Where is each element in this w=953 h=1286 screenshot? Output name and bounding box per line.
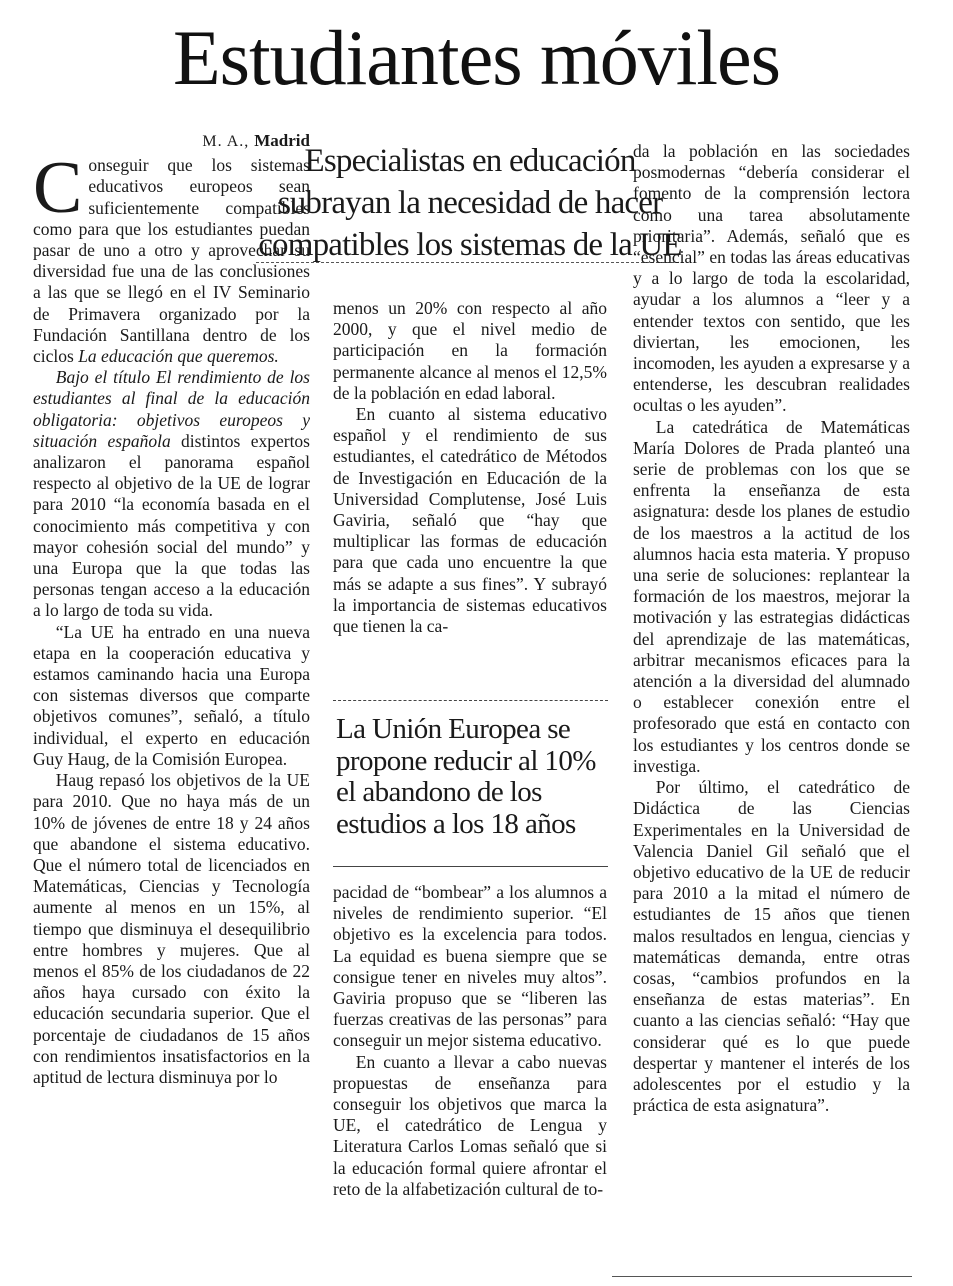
paragraph-text: onseguir que los sistemas educativos europeos sean suficientemente compatibles como para que los estudiantes puedan pasar de uno a otro y aprovechar su diversidad fue una de las conclusiones a las que se llegó en el IV Seminario de Primavera organizado por la Fundación Santillana dentro de los ciclos — [33, 155, 310, 367]
article-subhead: La Unión Europea se propone reducir al 10% el abandono de los estudios a los 18 años — [336, 713, 596, 840]
paragraph: En cuanto al sistema educativo español y el rendimiento de sus estudiantes, el catedrático de Métodos de Investigación en Educación de la Universidad Complutense, José Luis Gaviria, señaló que “hay que multiplicar las formas de educación para que cada uno encuentre la que más se adapte a sus fines”. Y subrayó la importancia de sistemas educativos que tienen la ca- — [333, 404, 607, 637]
paragraph: da la población en las sociedades posmodernas “debería considerar el fomento de la comprensión lectora como una tarea absolutamente prioritaria”. Además, señaló que es “esencial” en todas las áreas educativas y a lo largo de toda la escolaridad, ayudar a los alumnos a “leer y a entender textos con sentido, que les diviertan, les emocionen, les incomoden, les ayuden a expresarse y a entenderse, les descubran realidades ocultas o les ayuden”. — [633, 141, 910, 416]
article-column-2-bottom — [333, 882, 607, 1200]
byline-author: M. A., — [202, 133, 250, 150]
series-title: La educación que queremos. — [78, 346, 279, 367]
subhead-divider-top — [333, 700, 608, 701]
byline-city: Madrid — [254, 131, 310, 150]
paragraph — [33, 367, 310, 621]
paragraph: La catedrática de Matemáticas María Dolores de Prada planteó una serie de problemas con los que se enfrenta la enseñanza de esta asignatura: desde los planes de estudio de los maestros a la actitud de los alumnos hacia esta materia. Y propuso una serie de soluciones: replantear la formación de los maestros, mejorar la motivación y las estrategias didácticas del aprendizaje de las matemáticas, arbitrar mecanismos eficaces para la atención a la diversidad del alumnado o establecer conexión entre el profesorado que está en contacto con los estudiantes y los centros donde se investiga. — [633, 416, 910, 776]
deck-divider — [256, 262, 684, 263]
paragraph: En cuanto a llevar a cabo nuevas propuestas de enseñanza para conseguir los objetivos que marca la UE, el catedrático de Lengua y Literatura Carlos Lomas señaló que si la educación formal quiere afrontar el reto de la alfabetización cultural de to- — [333, 1051, 607, 1199]
subhead-divider-bottom — [333, 866, 608, 867]
paragraph: menos un 20% con respecto al año 2000, y que el nivel medio de participación en la formación permanente alcance al menos el 12,5% de la población en edad laboral. — [333, 298, 607, 403]
bottom-divider — [612, 1276, 912, 1277]
article-column-3 — [633, 141, 910, 1116]
article-column-2-top — [333, 298, 607, 637]
article-headline: Estudiantes móviles — [172, 14, 781, 101]
drop-cap: C — [33, 147, 83, 230]
paragraph: Haug repasó los objetivos de la UE para 2010. Que no haya más de un 10% de jóvenes de entre 18 y 24 años que abandone el sistema educativo. Que el número total de licenciados en Matemáticas, Ciencias y Tecnología aumente al menos en un 15%, al tiempo que disminuya el desequilibrio entre hombres y mujeres. Que al menos el 85% de los ciudadanos de 22 años haya cursado con éxito la educación secundaria superior. Que el porcentaje de ciudadanos de 15 años con rendimientos insatisfactorios en la aptitud de lectura disminuya por lo — [33, 770, 310, 1087]
article-column-1 — [33, 130, 310, 1088]
seminar-title: Bajo el título El rendimiento de los estudiantes al final de la educación obligatoria: objetivos europeos y situación española — [33, 367, 310, 451]
paragraph-text: distintos expertos analizaron el panorama español respecto al objetivo de la UE de lograr para 2010 “la economía basada en el conocimiento más competitiva y con mayor cohesión social del mundo” y una Europa que la que todas las personas tengan acceso a la educación a lo largo de toda su vida. — [33, 430, 310, 621]
paragraph: pacidad de “bombear” a los alumnos a niveles de rendimiento superior. “El objetivo es la excelencia para todos. La equidad es buena siempre que se consigue tener en niveles muy altos”. Gaviria propuso que se “liberen las fuerzas creativas de las personas” para conseguir un mejor sistema educativo. — [333, 882, 607, 1051]
paragraph: “La UE ha entrado en una nueva etapa en la cooperación educativa y estamos caminando hacia una Europa con sistemas diversos que comparte objetivos comunes”, señaló, a título individual, el experto en educación Guy Haug, de la Comisión Europea. — [33, 621, 310, 769]
article-deck: Especialistas en educación subrayan la necesidad de hacer compatibles los sistemas de la UE — [258, 143, 682, 263]
paragraph: Por último, el catedrático de Didáctica de las Ciencias Experimentales en la Universidad de Valencia Daniel Gil señaló que el objetivo educativo de la UE de reducir para 2010 a la mitad el número de estudiantes de 15 años que tienen malos resultados en lengua, ciencias y matemáticas demanda, entre otras cosas, “cambios profundos en la enseñanza de estas materias”. En cuanto a las ciencias señaló: “Hay que considerar qué es lo que puede despertar y mantener el interés de los adolescentes por el estudio y la práctica de esta asignatura”. — [633, 777, 910, 1116]
